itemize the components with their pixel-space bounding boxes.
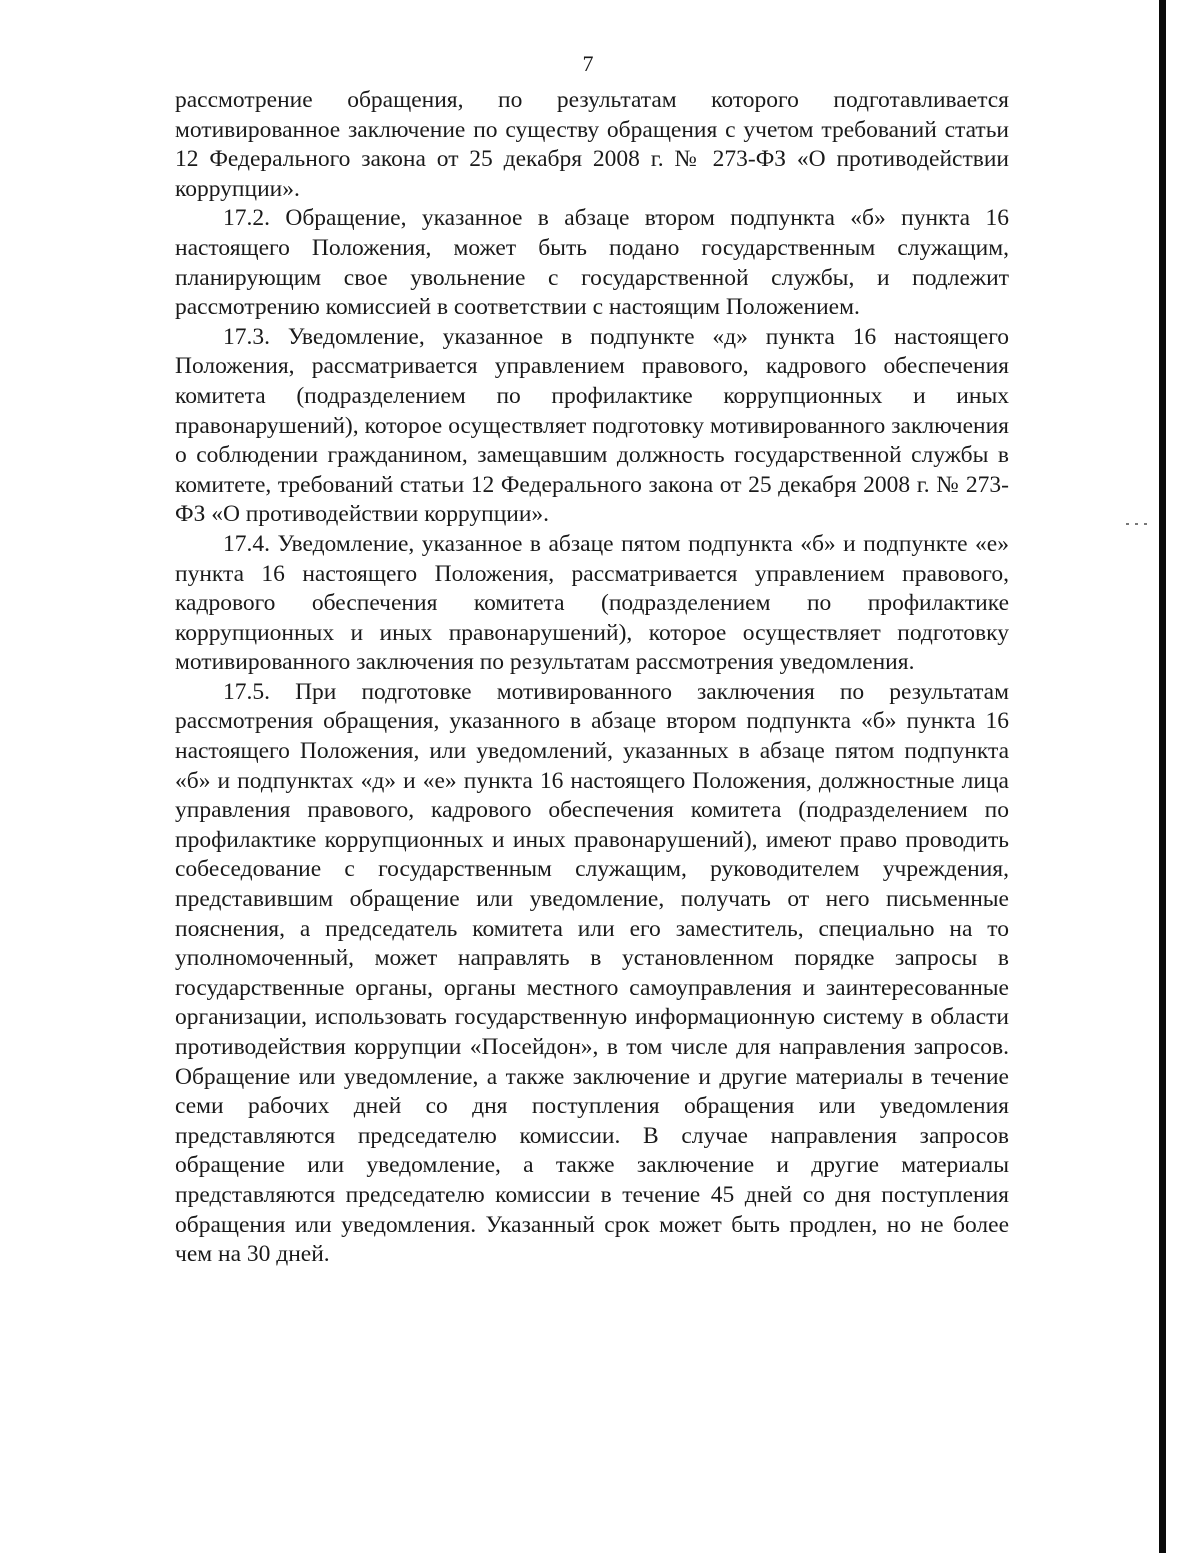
paragraph-17-4: 17.4. Уведомление, указанное в абзаце пятом подпункта «б» и подпункте «е» пункта 16 настоящего Положения, рассматривается управлением правового, кадрового обеспечения комитета (подразделением по профилактике коррупционных и иных правонарушений), которое осуществляет подготовку мотивированного заключения по результатам рассмотрения уведомления. <box>175 530 1009 676</box>
paragraph-17-2: 17.2. Обращение, указанное в абзаце втором подпункта «б» пункта 16 настоящего Положения, может быть подано государственным служащим, планирующим свое увольнение с государственной службы, и подлежит рассмотрению комиссией в соответствии с настоящим Положением. <box>175 205 1009 321</box>
paragraph-17-5: 17.5. При подготовке мотивированного заключения по результатам рассмотрения обращения, указанного в абзаце втором подпункта «б» пункта 16 настоящего Положения, или уведомлений, указанных в абзаце пятом подпункта «б» и подпунктах «д» и «е» пункта 16 настоящего Положения, должностные лица управления правового, кадрового обеспечения комитета (подразделением по профилактике коррупционных и иных правонарушений), имеют право проводить собеседование с государственным служащим, руководителем учреждения, представившим обращение или уведомление, получать от него письменные пояснения, а председатель комитета или его заместитель, специально на то уполномоченный, может направлять в установленном порядке запросы в государственные органы, органы местного самоуправления и заинтересованные организации, использовать государственную информационную систему в области противодействия коррупции «Посейдон», в том числе для направления запросов. Обращение или уведомление, а также заключение и другие материалы в течение семи рабочих дней со дня поступления обращения или уведомления представляются председателю комиссии. В случае направления запросов обращение или уведомление, а также заключение и другие материалы представляются председателю комиссии в течение 45 дней со дня поступления обращения или уведомления. Указанный срок может быть продлен, но не более чем на 30 дней. <box>175 678 1009 1268</box>
paragraph-17-3: 17.3. Уведомление, указанное в подпункте «д» пункта 16 настоящего Положения, рассматривается управлением правового, кадрового обеспечения комитета (подразделением по профилактике коррупционных и иных правонарушений), которое осуществляет подготовку мотивированного заключения о соблюдении гражданином, замещавшим должность государственной службы в комитете, требований статьи 12 Федерального закона от 25 декабря 2008 г. № 273-ФЗ «О противодействии коррупции». <box>175 323 1009 528</box>
document-body <box>175 86 1009 1270</box>
scan-speck <box>1126 523 1148 525</box>
paragraph-continuation: рассмотрение обращения, по результатам которого подготавливается мотивированное заключение по существу обращения с учетом требований статьи 12 Федерального закона от 25 декабря 2008 г. № 273-ФЗ «О противодействии коррупции». <box>175 87 1009 202</box>
page-number: 7 <box>582 51 594 76</box>
scan-edge-line <box>1159 0 1166 1553</box>
